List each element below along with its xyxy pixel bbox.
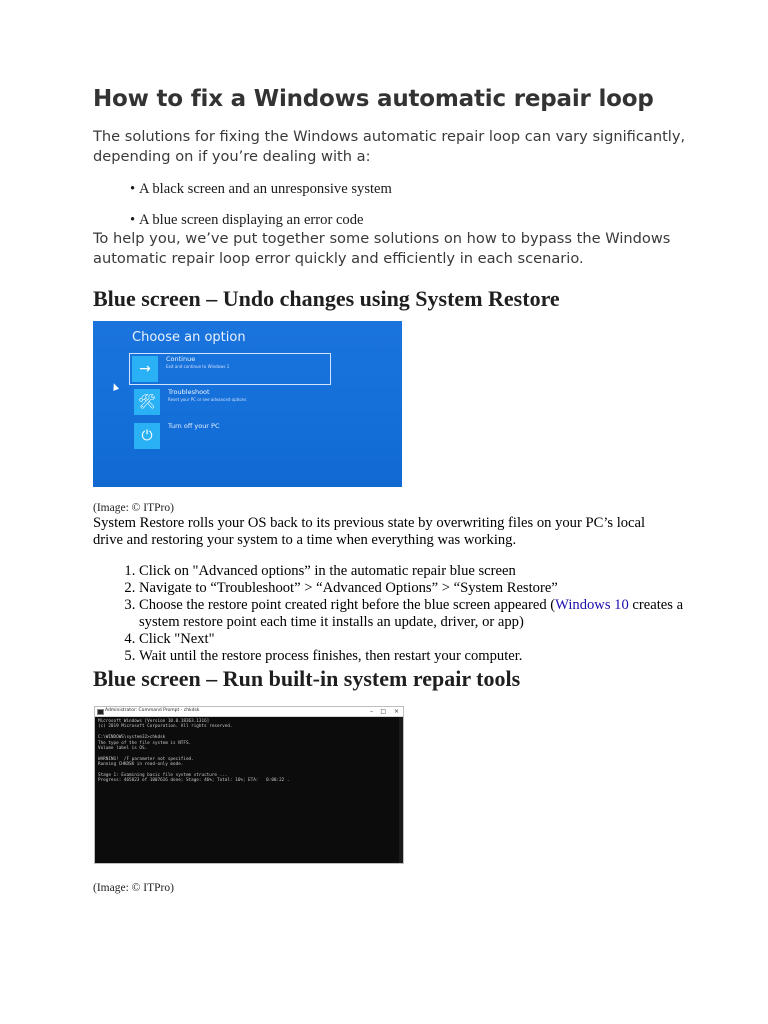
- power-icon: ⏻: [134, 423, 160, 449]
- close-icon: ×: [393, 708, 399, 715]
- command-prompt-screenshot: [94, 706, 404, 864]
- list-item: 5. Wait until the restore process finishes, then restart your computer.: [139, 648, 699, 665]
- console-output: Microsoft Windows [Version 10.0.18363.1316] (c) 2019 Microsoft Corporation. All rights reserved. C:\WINDOWS\system32>chkdsk The type of the file system is NTFS. Volume label is OS. WARNING! /F parameter not specified. Running CHKDSK in read-only mode. Stage 1: Examining basic file system structure ... Progress: 465023 of 1007616 done; Stage: 46%; Total: 16%; ETA: 0:00:22 .: [98, 719, 290, 784]
- image-caption: (Image: © ITPro): [93, 882, 174, 894]
- bullet-text: A black screen and an unresponsive system: [139, 181, 392, 197]
- recovery-screenshot: [93, 321, 402, 487]
- step-text: creates a system restore point each time it installs an update, driver, or app): [139, 597, 684, 630]
- section-heading-system-restore: Blue screen – Undo changes using System Restore: [93, 286, 560, 311]
- option-label: Troubleshoot: [168, 388, 210, 396]
- option-troubleshoot: [132, 387, 322, 417]
- page-title: How to fix a Windows automatic repair loop: [93, 86, 654, 112]
- console-scrollbar: [399, 717, 403, 863]
- step-text: Choose the restore point created right before the blue screen appeared (: [139, 597, 556, 613]
- recovery-heading: Choose an option: [132, 330, 246, 345]
- option-continue: [130, 354, 330, 384]
- list-item: 1. Click on "Advanced options” in the automatic repair blue screen: [139, 563, 699, 580]
- bullet-item: [130, 181, 392, 198]
- list-item: [139, 597, 699, 631]
- list-item: 2. Navigate to “Troubleshoot” > “Advanced Options” > “System Restore”: [139, 580, 699, 597]
- option-label: Turn off your PC: [168, 422, 220, 430]
- section-heading-repair-tools: Blue screen – Run built-in system repair tools: [93, 666, 521, 691]
- option-label: Continue: [166, 355, 196, 363]
- system-restore-paragraph: System Restore rolls your OS back to its previous state by overwriting files on your PC’s local drive and restoring your system to a time when everything was working.: [93, 515, 646, 548]
- maximize-icon: □: [380, 708, 386, 715]
- image-caption: (Image: © ITPro): [93, 502, 174, 514]
- bullet-marker: •: [130, 181, 136, 197]
- bullet-text: A blue screen displaying an error code: [139, 212, 364, 228]
- option-turn-off: [132, 421, 322, 451]
- option-sub: Reset your PC or see advanced options: [168, 397, 247, 402]
- mouse-cursor-icon: [111, 382, 119, 391]
- help-paragraph: To help you, we’ve put together some solutions on how to bypass the Windows automatic repair loop error quickly and efficiently in each scenario.: [93, 230, 671, 267]
- restore-steps-list: [93, 563, 699, 665]
- cmd-icon: [97, 709, 104, 715]
- minimize-icon: –: [370, 708, 373, 715]
- option-sub: Exit and continue to Windows 1: [166, 364, 230, 369]
- bullet-item: [130, 212, 364, 229]
- tools-icon: 🛠: [134, 389, 160, 415]
- bullet-marker: •: [130, 212, 136, 228]
- intro-paragraph: The solutions for fixing the Windows automatic repair loop can vary significantly, depending on if you’re dealing with a:: [93, 128, 686, 165]
- arrow-right-icon: →: [132, 356, 158, 382]
- window-titlebar: [95, 707, 403, 717]
- window-title: Administrator: Command Prompt - chkdsk: [105, 708, 200, 713]
- windows-10-link[interactable]: Windows 10: [555, 597, 629, 613]
- list-item: 4. Click "Next": [139, 631, 699, 648]
